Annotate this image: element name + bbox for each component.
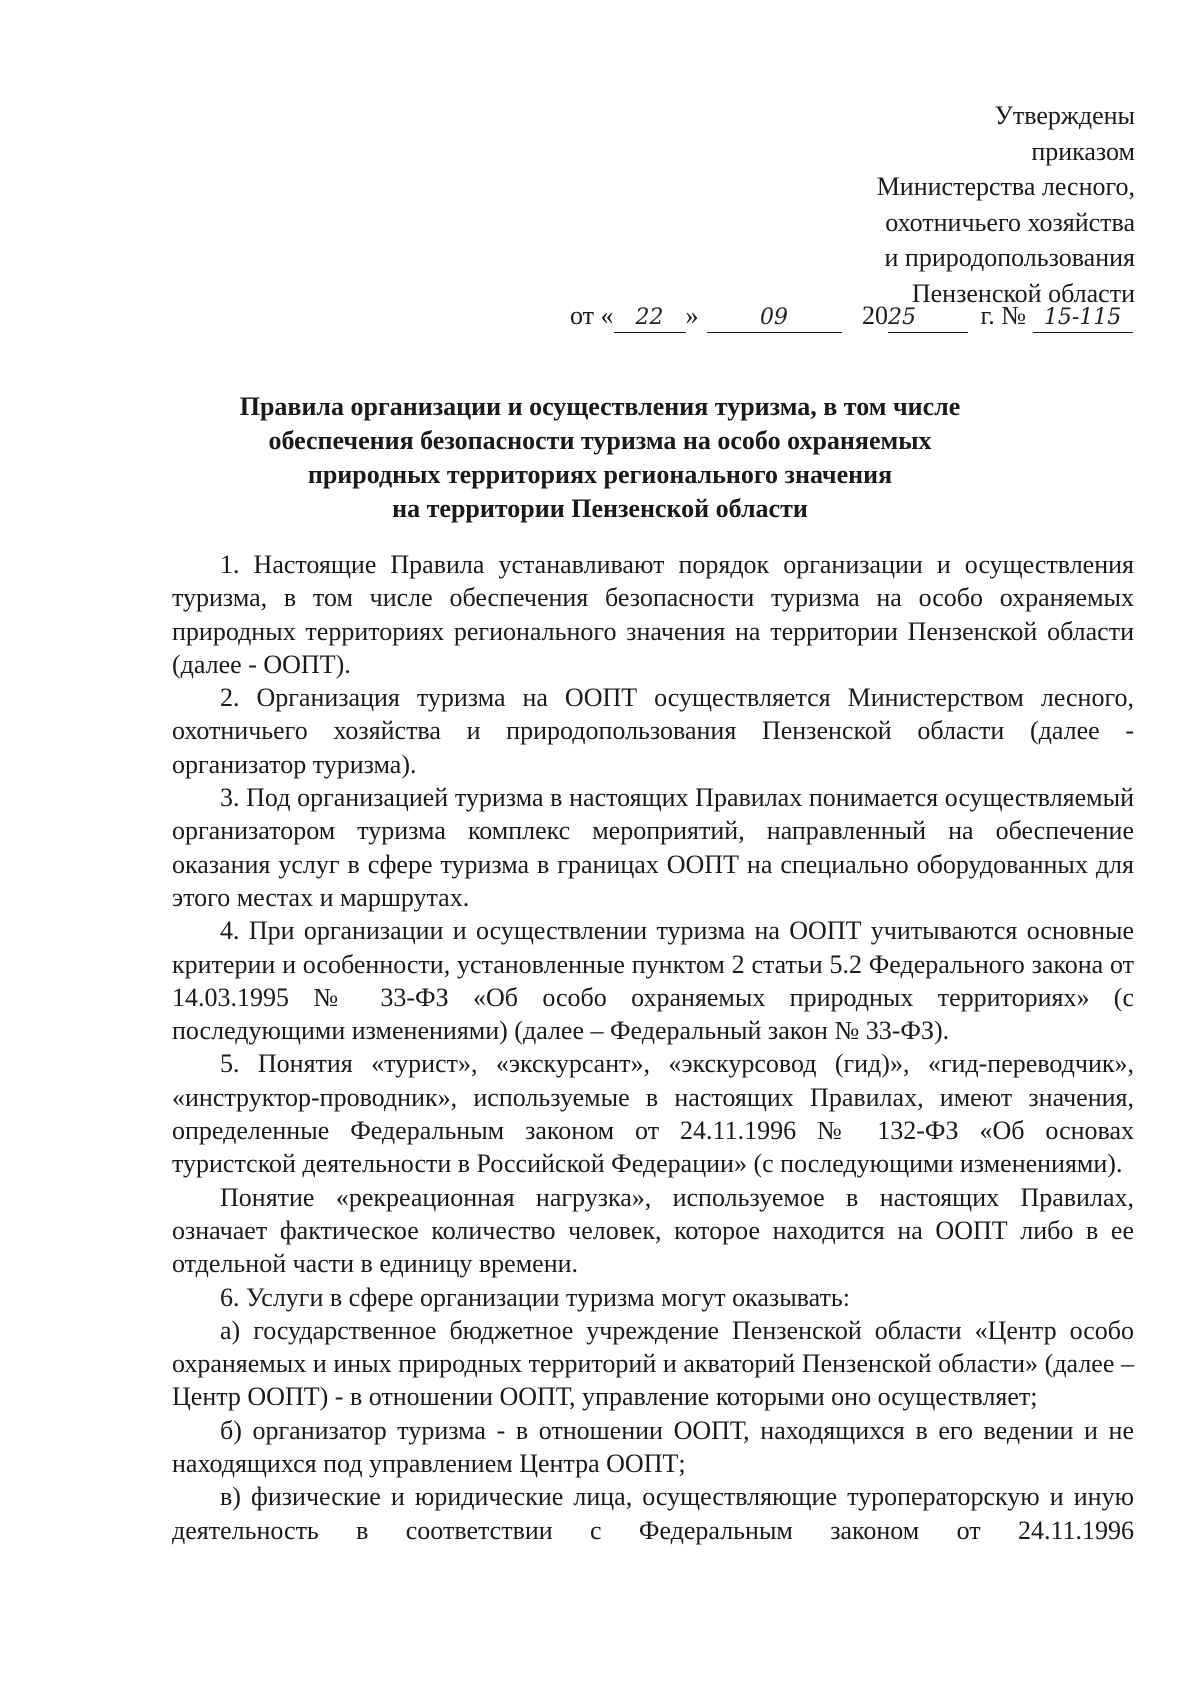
paragraph-4: 4. При организации и осуществлении туризма на ООПТ учитываются основные критерии и особенности, установленные пунктом 2 статьи 5.2 Федерального закона от 14.03.1995 № 33-ФЗ «Об особо охраняемых природных территориях» (с последующими изменениями) (далее – Федеральный закон № 33-ФЗ).: [172, 916, 1134, 1046]
paragraph-1: 1. Настоящие Правила устанавливают порядок организации и осуществления туризма, в том числе обеспечения безопасности туризма на особо охраняемых природных территориях регионального значения на территории Пензенской области (далее - ООПТ).: [172, 550, 1134, 679]
approval-block: [877, 98, 1135, 311]
document-title: [200, 390, 1000, 526]
order-year-handwritten: 25: [888, 304, 968, 333]
order-prefix: от «: [570, 301, 614, 330]
order-year-prefix: 20: [862, 301, 889, 330]
order-date-number-line: [570, 298, 1135, 333]
title-line: природных территориях регионального значения: [307, 460, 893, 489]
order-month-handwritten: 09: [707, 304, 842, 333]
order-number-prefix: г. №: [980, 301, 1027, 330]
approval-line: охотничьего хозяйства: [885, 207, 1135, 237]
order-day-handwritten: 22: [614, 304, 686, 333]
approval-line: Утверждены: [994, 101, 1135, 130]
title-line: Правила организации и осуществления туризма, в том числе: [239, 392, 961, 421]
approval-line: Министерства лесного,: [876, 172, 1135, 201]
paragraph-2: 2. Организация туризма на ООПТ осуществляется Министерством лесного, охотничьего хозяйства и природопользования Пензенской области (далее - организатор туризма).: [172, 683, 1134, 779]
paragraph-6a: а) государственное бюджетное учреждение Пензенской области «Центр особо охраняемых и иных природных территорий и акваторий Пензенской области» (далее – Центр ООПТ) - в отношении ООПТ, управление которыми оно осуществляет;: [172, 1315, 1134, 1412]
title-line: обеспечения безопасности туризма на особо охраняемых: [268, 426, 932, 455]
paragraph-6: 6. Услуги в сфере организации туризма могут оказывать:: [220, 1282, 850, 1312]
order-number-handwritten: 15-115: [1033, 304, 1133, 333]
paragraph-3: 3. Под организацией туризма в настоящих Правилах понимается осуществляемый организатором туризма комплекс мероприятий, направленный на обеспечение оказания услуг в сфере туризма в границах ООПТ на специально оборудованных для этого местах и маршрутах.: [172, 783, 1134, 912]
order-quote-close: »: [685, 301, 699, 330]
paragraph-5-recreational-load: Понятие «рекреационная нагрузка», используемое в настоящих Правилах, означает фактическое количество человек, которое находится на ООПТ либо в ее отдельной части в единицу времени.: [172, 1182, 1134, 1279]
approval-line: приказом: [1031, 136, 1135, 166]
paragraph-5: 5. Понятия «турист», «экскурсант», «экскурсовод (гид)», «гид-переводчик», «инструктор-проводник», используемые в настоящих Правилах, имеют значения, определенные Федеральным законом от 24.11.1996 № 132-ФЗ «Об основах туристской деятельности в Российской Федерации» (с последующими изменениями).: [172, 1049, 1134, 1179]
approval-line: Пензенской области: [911, 278, 1135, 308]
title-line: на территории Пензенской области: [392, 494, 808, 523]
paragraph-6b: б) организатор туризма - в отношении ООПТ, находящихся в его ведении и не находящихся под управлением Центра ООПТ;: [172, 1415, 1134, 1479]
approval-line: и природопользования: [884, 243, 1135, 272]
document-body: [172, 548, 1134, 1547]
paragraph-6v: в) физические и юридические лица, осуществляющие туроператорскую и иную деятельность в соответствии с Федеральным законом от 24.11.1996: [172, 1482, 1134, 1545]
